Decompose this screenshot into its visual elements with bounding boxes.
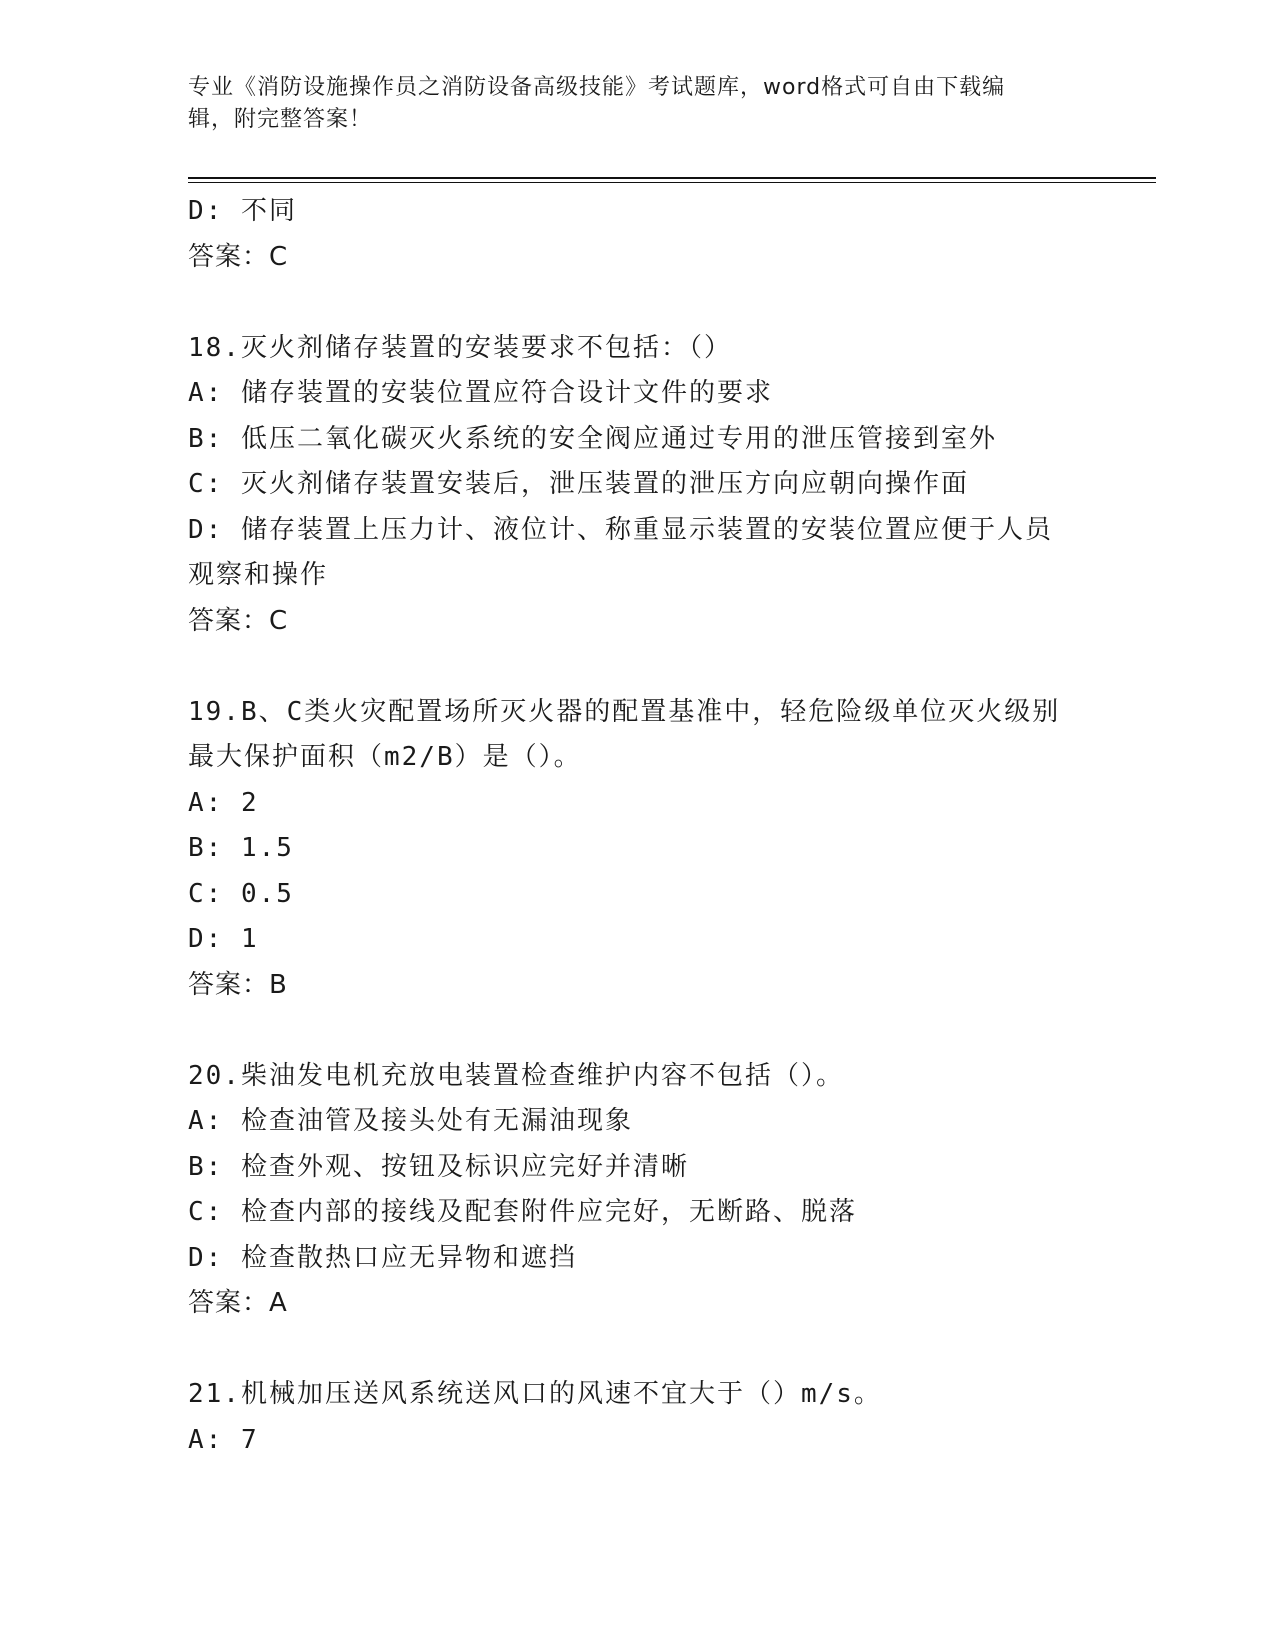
header-line-1: 专业《消防设施操作员之消防设备高级技能》考试题库，word格式可自由下载编	[188, 75, 1006, 100]
question-20-option-c: C: 检查内部的接线及配套附件应完好，无断路、脱落	[188, 1197, 857, 1227]
question-19-stem-cont: 最大保护面积（m2/B）是（）。	[188, 742, 582, 772]
question-content	[188, 189, 1088, 1463]
question-18-option-c: C: 灭火剂储存装置安装后，泄压装置的泄压方向应朝向操作面	[188, 469, 969, 499]
question-18-option-d-cont: 观察和操作	[188, 560, 329, 590]
spacer	[188, 1327, 1088, 1373]
question-19-stem: 19.B、C类火灾配置场所灭火器的配置基准中，轻危险级单位灭火级别	[188, 696, 1061, 727]
spacer	[188, 280, 1088, 326]
question-19-option-d: D: 1	[188, 924, 259, 954]
question-18-option-d: D: 储存装置上压力计、液位计、称重显示装置的安装位置应便于人员	[188, 514, 1053, 545]
header-line-2: 辑，附完整答案！	[188, 107, 373, 132]
header-rule-thin	[188, 182, 1156, 183]
question-19-option-c: C: 0.5	[188, 878, 294, 909]
question-18-option-a: A: 储存装置的安装位置应符合设计文件的要求	[188, 378, 773, 408]
question-18-stem: 18.灭火剂储存装置的安装要求不包括：（）	[188, 332, 732, 363]
question-18-answer: 答案：C	[188, 605, 289, 636]
question-20-option-a: A: 检查油管及接头处有无漏油现象	[188, 1106, 633, 1136]
prev-option-d: D: 不同	[188, 196, 297, 226]
spacer	[188, 644, 1088, 690]
question-19-answer: 答案：B	[188, 969, 288, 1000]
question-18-option-b: B: 低压二氧化碳灭火系统的安全阀应通过专用的泄压管接到室外	[188, 423, 997, 454]
question-20-option-b: B: 检查外观、按钮及标识应完好并清晰	[188, 1151, 689, 1182]
prev-answer: 答案：C	[188, 241, 289, 272]
question-21-option-a: A: 7	[188, 1424, 259, 1455]
page-header	[188, 72, 1088, 136]
question-20-option-d: D: 检查散热口应无异物和遮挡	[188, 1242, 577, 1273]
question-19-option-a: A: 2	[188, 787, 259, 818]
spacer	[188, 1008, 1088, 1054]
question-20-stem: 20.柴油发电机充放电装置检查维护内容不包括（）。	[188, 1060, 844, 1091]
question-20-answer: 答案：A	[188, 1288, 288, 1318]
header-rule-thick	[188, 177, 1156, 179]
question-21-stem: 21.机械加压送风系统送风口的风速不宜大于（）m/s。	[188, 1379, 882, 1409]
question-19-option-b: B: 1.5	[188, 833, 294, 863]
